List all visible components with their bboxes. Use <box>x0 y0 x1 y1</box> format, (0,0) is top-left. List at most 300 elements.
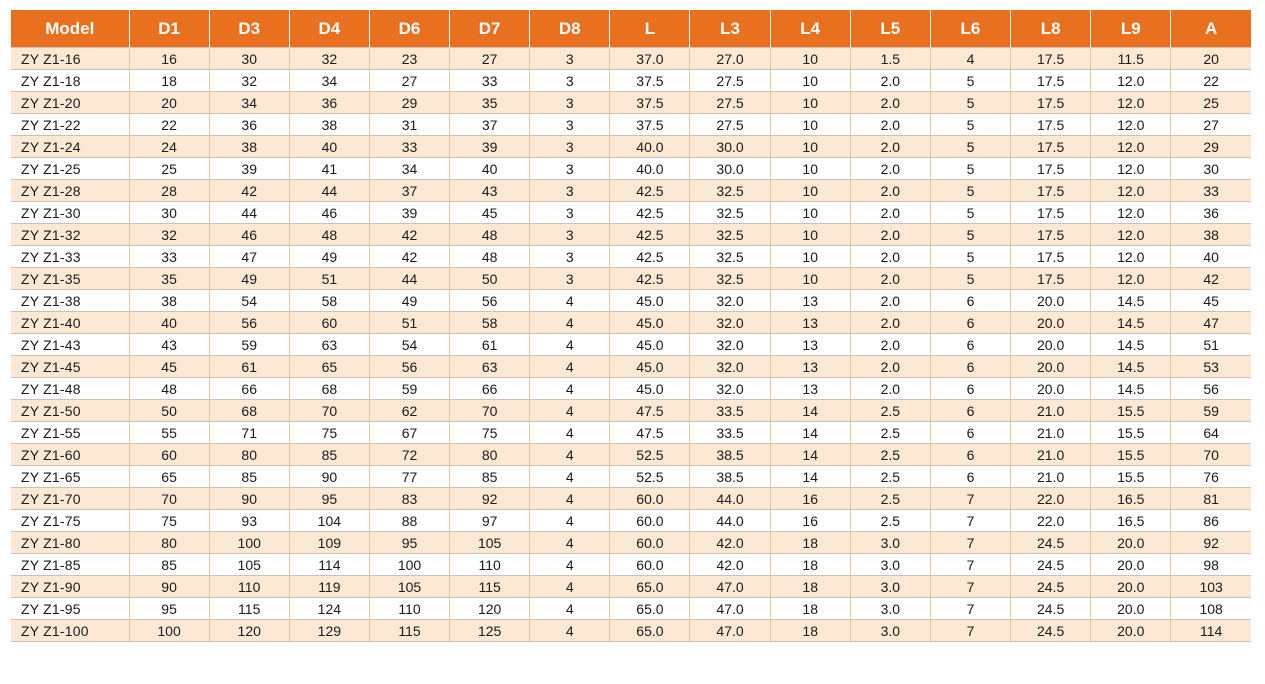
value-cell: 71 <box>209 422 289 444</box>
value-cell: 86 <box>1171 510 1251 532</box>
value-cell: 12.0 <box>1091 70 1171 92</box>
value-cell: 5 <box>930 224 1010 246</box>
value-cell: 14.5 <box>1091 290 1171 312</box>
value-cell: 42.5 <box>610 202 690 224</box>
table-row <box>11 290 1251 312</box>
column-header-d4: D4 <box>289 10 369 48</box>
value-cell: 83 <box>369 488 449 510</box>
value-cell: 18 <box>770 532 850 554</box>
value-cell: 35 <box>129 268 209 290</box>
value-cell: 80 <box>209 444 289 466</box>
value-cell: 5 <box>930 136 1010 158</box>
value-cell: 10 <box>770 202 850 224</box>
value-cell: 4 <box>530 598 610 620</box>
value-cell: 40 <box>129 312 209 334</box>
model-cell: ZY Z1-22 <box>11 114 129 136</box>
value-cell: 17.5 <box>1011 158 1091 180</box>
value-cell: 44.0 <box>690 510 770 532</box>
value-cell: 32.5 <box>690 180 770 202</box>
value-cell: 1.5 <box>850 48 930 70</box>
value-cell: 97 <box>450 510 530 532</box>
value-cell: 49 <box>369 290 449 312</box>
value-cell: 20 <box>129 92 209 114</box>
table-row <box>11 268 1251 290</box>
value-cell: 5 <box>930 114 1010 136</box>
value-cell: 15.5 <box>1091 422 1171 444</box>
value-cell: 3 <box>530 114 610 136</box>
value-cell: 70 <box>289 400 369 422</box>
column-header-d1: D1 <box>129 10 209 48</box>
value-cell: 27 <box>1171 114 1251 136</box>
value-cell: 6 <box>930 378 1010 400</box>
value-cell: 2.5 <box>850 510 930 532</box>
value-cell: 76 <box>1171 466 1251 488</box>
value-cell: 40.0 <box>610 136 690 158</box>
value-cell: 38 <box>129 290 209 312</box>
value-cell: 52.5 <box>610 444 690 466</box>
value-cell: 39 <box>450 136 530 158</box>
value-cell: 4 <box>530 466 610 488</box>
value-cell: 13 <box>770 356 850 378</box>
value-cell: 72 <box>369 444 449 466</box>
value-cell: 7 <box>930 620 1010 642</box>
value-cell: 47 <box>1171 312 1251 334</box>
value-cell: 95 <box>129 598 209 620</box>
value-cell: 27.5 <box>690 70 770 92</box>
table-row <box>11 598 1251 620</box>
value-cell: 41 <box>289 158 369 180</box>
value-cell: 29 <box>1171 136 1251 158</box>
value-cell: 60 <box>129 444 209 466</box>
value-cell: 27 <box>369 70 449 92</box>
table-row <box>11 246 1251 268</box>
value-cell: 42 <box>369 224 449 246</box>
value-cell: 20.0 <box>1011 312 1091 334</box>
value-cell: 66 <box>209 378 289 400</box>
value-cell: 2.0 <box>850 70 930 92</box>
value-cell: 16 <box>770 488 850 510</box>
value-cell: 70 <box>129 488 209 510</box>
value-cell: 2.0 <box>850 246 930 268</box>
value-cell: 40 <box>1171 246 1251 268</box>
value-cell: 20 <box>1171 48 1251 70</box>
value-cell: 4 <box>530 444 610 466</box>
value-cell: 95 <box>369 532 449 554</box>
value-cell: 12.0 <box>1091 202 1171 224</box>
value-cell: 85 <box>450 466 530 488</box>
value-cell: 2.0 <box>850 202 930 224</box>
value-cell: 51 <box>369 312 449 334</box>
value-cell: 24 <box>129 136 209 158</box>
value-cell: 49 <box>209 268 289 290</box>
value-cell: 16.5 <box>1091 488 1171 510</box>
value-cell: 60 <box>289 312 369 334</box>
value-cell: 104 <box>289 510 369 532</box>
value-cell: 42 <box>369 246 449 268</box>
value-cell: 33 <box>1171 180 1251 202</box>
value-cell: 22 <box>129 114 209 136</box>
value-cell: 32.0 <box>690 290 770 312</box>
value-cell: 70 <box>450 400 530 422</box>
value-cell: 10 <box>770 70 850 92</box>
value-cell: 46 <box>289 202 369 224</box>
value-cell: 98 <box>1171 554 1251 576</box>
value-cell: 120 <box>209 620 289 642</box>
model-cell: ZY Z1-16 <box>11 48 129 70</box>
value-cell: 33.5 <box>690 400 770 422</box>
value-cell: 44 <box>209 202 289 224</box>
value-cell: 2.0 <box>850 114 930 136</box>
value-cell: 68 <box>289 378 369 400</box>
value-cell: 2.5 <box>850 444 930 466</box>
value-cell: 109 <box>289 532 369 554</box>
value-cell: 20.0 <box>1011 334 1091 356</box>
value-cell: 115 <box>209 598 289 620</box>
column-header-model: Model <box>11 10 129 48</box>
value-cell: 20.0 <box>1011 378 1091 400</box>
model-cell: ZY Z1-75 <box>11 510 129 532</box>
value-cell: 37 <box>369 180 449 202</box>
value-cell: 3.0 <box>850 598 930 620</box>
value-cell: 70 <box>1171 444 1251 466</box>
value-cell: 37.5 <box>610 114 690 136</box>
value-cell: 5 <box>930 92 1010 114</box>
value-cell: 47.0 <box>690 598 770 620</box>
value-cell: 16 <box>129 48 209 70</box>
value-cell: 13 <box>770 290 850 312</box>
value-cell: 45.0 <box>610 334 690 356</box>
value-cell: 32.0 <box>690 378 770 400</box>
value-cell: 2.0 <box>850 268 930 290</box>
value-cell: 38 <box>1171 224 1251 246</box>
value-cell: 6 <box>930 290 1010 312</box>
value-cell: 3 <box>530 48 610 70</box>
value-cell: 32.5 <box>690 268 770 290</box>
value-cell: 4 <box>530 488 610 510</box>
value-cell: 63 <box>450 356 530 378</box>
table-row <box>11 532 1251 554</box>
model-cell: ZY Z1-80 <box>11 532 129 554</box>
value-cell: 46 <box>209 224 289 246</box>
value-cell: 10 <box>770 158 850 180</box>
value-cell: 14 <box>770 444 850 466</box>
column-header-a: A <box>1171 10 1251 48</box>
value-cell: 44 <box>289 180 369 202</box>
value-cell: 40.0 <box>610 158 690 180</box>
value-cell: 24.5 <box>1011 620 1091 642</box>
value-cell: 90 <box>209 488 289 510</box>
table-row <box>11 400 1251 422</box>
value-cell: 6 <box>930 312 1010 334</box>
value-cell: 93 <box>209 510 289 532</box>
value-cell: 38 <box>209 136 289 158</box>
value-cell: 65 <box>129 466 209 488</box>
value-cell: 27.0 <box>690 48 770 70</box>
header-row <box>11 10 1251 48</box>
value-cell: 58 <box>450 312 530 334</box>
value-cell: 56 <box>369 356 449 378</box>
value-cell: 6 <box>930 334 1010 356</box>
value-cell: 110 <box>369 598 449 620</box>
table-row <box>11 466 1251 488</box>
value-cell: 75 <box>450 422 530 444</box>
value-cell: 27.5 <box>690 114 770 136</box>
value-cell: 36 <box>209 114 289 136</box>
value-cell: 64 <box>1171 422 1251 444</box>
value-cell: 3 <box>530 224 610 246</box>
value-cell: 16.5 <box>1091 510 1171 532</box>
value-cell: 39 <box>209 158 289 180</box>
value-cell: 110 <box>450 554 530 576</box>
value-cell: 4 <box>530 312 610 334</box>
value-cell: 42 <box>1171 268 1251 290</box>
value-cell: 100 <box>369 554 449 576</box>
value-cell: 81 <box>1171 488 1251 510</box>
value-cell: 24.5 <box>1011 554 1091 576</box>
value-cell: 17.5 <box>1011 70 1091 92</box>
value-cell: 27 <box>450 48 530 70</box>
value-cell: 38.5 <box>690 444 770 466</box>
value-cell: 53 <box>1171 356 1251 378</box>
value-cell: 50 <box>450 268 530 290</box>
column-header-d3: D3 <box>209 10 289 48</box>
value-cell: 48 <box>450 224 530 246</box>
value-cell: 10 <box>770 92 850 114</box>
value-cell: 37 <box>450 114 530 136</box>
value-cell: 48 <box>450 246 530 268</box>
value-cell: 65.0 <box>610 620 690 642</box>
value-cell: 20.0 <box>1011 290 1091 312</box>
value-cell: 42.0 <box>690 554 770 576</box>
value-cell: 7 <box>930 598 1010 620</box>
value-cell: 13 <box>770 378 850 400</box>
value-cell: 2.5 <box>850 422 930 444</box>
column-header-l4: L4 <box>770 10 850 48</box>
value-cell: 67 <box>369 422 449 444</box>
value-cell: 33.5 <box>690 422 770 444</box>
model-cell: ZY Z1-24 <box>11 136 129 158</box>
value-cell: 45.0 <box>610 312 690 334</box>
model-cell: ZY Z1-60 <box>11 444 129 466</box>
table-row <box>11 422 1251 444</box>
value-cell: 38.5 <box>690 466 770 488</box>
column-header-l8: L8 <box>1011 10 1091 48</box>
value-cell: 17.5 <box>1011 48 1091 70</box>
value-cell: 3.0 <box>850 620 930 642</box>
value-cell: 32 <box>129 224 209 246</box>
value-cell: 43 <box>129 334 209 356</box>
table-row <box>11 334 1251 356</box>
value-cell: 17.5 <box>1011 180 1091 202</box>
model-cell: ZY Z1-55 <box>11 422 129 444</box>
value-cell: 14.5 <box>1091 334 1171 356</box>
value-cell: 60.0 <box>610 554 690 576</box>
value-cell: 92 <box>1171 532 1251 554</box>
value-cell: 2.0 <box>850 290 930 312</box>
value-cell: 62 <box>369 400 449 422</box>
value-cell: 2.0 <box>850 378 930 400</box>
value-cell: 12.0 <box>1091 158 1171 180</box>
value-cell: 25 <box>1171 92 1251 114</box>
value-cell: 61 <box>209 356 289 378</box>
value-cell: 14 <box>770 400 850 422</box>
table-row <box>11 554 1251 576</box>
value-cell: 65 <box>289 356 369 378</box>
value-cell: 34 <box>289 70 369 92</box>
value-cell: 2.0 <box>850 312 930 334</box>
value-cell: 12.0 <box>1091 224 1171 246</box>
value-cell: 50 <box>129 400 209 422</box>
value-cell: 4 <box>530 378 610 400</box>
value-cell: 42 <box>209 180 289 202</box>
value-cell: 120 <box>450 598 530 620</box>
value-cell: 47.5 <box>610 422 690 444</box>
value-cell: 90 <box>289 466 369 488</box>
column-header-l: L <box>610 10 690 48</box>
value-cell: 5 <box>930 180 1010 202</box>
value-cell: 2.0 <box>850 356 930 378</box>
value-cell: 47.0 <box>690 576 770 598</box>
model-cell: ZY Z1-25 <box>11 158 129 180</box>
value-cell: 34 <box>369 158 449 180</box>
table-row <box>11 48 1251 70</box>
value-cell: 3.0 <box>850 532 930 554</box>
model-cell: ZY Z1-43 <box>11 334 129 356</box>
value-cell: 21.0 <box>1011 466 1091 488</box>
value-cell: 47.5 <box>610 400 690 422</box>
value-cell: 30 <box>129 202 209 224</box>
value-cell: 14.5 <box>1091 312 1171 334</box>
value-cell: 3 <box>530 268 610 290</box>
value-cell: 3.0 <box>850 576 930 598</box>
value-cell: 10 <box>770 180 850 202</box>
value-cell: 37.0 <box>610 48 690 70</box>
value-cell: 14 <box>770 466 850 488</box>
value-cell: 44.0 <box>690 488 770 510</box>
value-cell: 4 <box>930 48 1010 70</box>
value-cell: 14 <box>770 422 850 444</box>
value-cell: 44 <box>369 268 449 290</box>
value-cell: 6 <box>930 400 1010 422</box>
value-cell: 80 <box>129 532 209 554</box>
value-cell: 85 <box>129 554 209 576</box>
value-cell: 24.5 <box>1011 598 1091 620</box>
model-cell: ZY Z1-33 <box>11 246 129 268</box>
value-cell: 3.0 <box>850 554 930 576</box>
value-cell: 40 <box>289 136 369 158</box>
value-cell: 27.5 <box>690 92 770 114</box>
value-cell: 56 <box>209 312 289 334</box>
model-cell: ZY Z1-18 <box>11 70 129 92</box>
value-cell: 2.0 <box>850 158 930 180</box>
value-cell: 49 <box>289 246 369 268</box>
value-cell: 103 <box>1171 576 1251 598</box>
value-cell: 32.0 <box>690 356 770 378</box>
value-cell: 38 <box>289 114 369 136</box>
value-cell: 39 <box>369 202 449 224</box>
value-cell: 32.5 <box>690 224 770 246</box>
value-cell: 12.0 <box>1091 92 1171 114</box>
value-cell: 42.5 <box>610 268 690 290</box>
value-cell: 115 <box>450 576 530 598</box>
value-cell: 10 <box>770 48 850 70</box>
value-cell: 21.0 <box>1011 444 1091 466</box>
value-cell: 32.5 <box>690 202 770 224</box>
value-cell: 20.0 <box>1091 554 1171 576</box>
value-cell: 25 <box>129 158 209 180</box>
value-cell: 105 <box>450 532 530 554</box>
table-row <box>11 312 1251 334</box>
value-cell: 30.0 <box>690 136 770 158</box>
value-cell: 7 <box>930 488 1010 510</box>
value-cell: 2.0 <box>850 334 930 356</box>
value-cell: 105 <box>369 576 449 598</box>
value-cell: 21.0 <box>1011 400 1091 422</box>
value-cell: 20.0 <box>1091 576 1171 598</box>
value-cell: 18 <box>770 576 850 598</box>
value-cell: 45.0 <box>610 290 690 312</box>
value-cell: 58 <box>289 290 369 312</box>
value-cell: 60.0 <box>610 510 690 532</box>
value-cell: 15.5 <box>1091 466 1171 488</box>
value-cell: 4 <box>530 554 610 576</box>
value-cell: 11.5 <box>1091 48 1171 70</box>
value-cell: 4 <box>530 422 610 444</box>
model-cell: ZY Z1-20 <box>11 92 129 114</box>
value-cell: 15.5 <box>1091 444 1171 466</box>
value-cell: 59 <box>1171 400 1251 422</box>
table-body <box>11 48 1251 642</box>
value-cell: 34 <box>209 92 289 114</box>
value-cell: 42.5 <box>610 246 690 268</box>
value-cell: 45 <box>450 202 530 224</box>
value-cell: 75 <box>289 422 369 444</box>
value-cell: 114 <box>1171 620 1251 642</box>
spec-table <box>11 10 1251 642</box>
value-cell: 5 <box>930 158 1010 180</box>
value-cell: 6 <box>930 444 1010 466</box>
value-cell: 22.0 <box>1011 510 1091 532</box>
value-cell: 45.0 <box>610 356 690 378</box>
value-cell: 85 <box>209 466 289 488</box>
value-cell: 60.0 <box>610 488 690 510</box>
value-cell: 13 <box>770 334 850 356</box>
table-header <box>11 10 1251 48</box>
value-cell: 45.0 <box>610 378 690 400</box>
value-cell: 3 <box>530 92 610 114</box>
model-cell: ZY Z1-95 <box>11 598 129 620</box>
table-row <box>11 510 1251 532</box>
table-row <box>11 378 1251 400</box>
value-cell: 4 <box>530 576 610 598</box>
value-cell: 31 <box>369 114 449 136</box>
value-cell: 32 <box>289 48 369 70</box>
value-cell: 22 <box>1171 70 1251 92</box>
value-cell: 7 <box>930 510 1010 532</box>
value-cell: 35 <box>450 92 530 114</box>
table-row <box>11 356 1251 378</box>
value-cell: 17.5 <box>1011 92 1091 114</box>
value-cell: 7 <box>930 576 1010 598</box>
value-cell: 2.0 <box>850 224 930 246</box>
value-cell: 2.0 <box>850 180 930 202</box>
value-cell: 4 <box>530 400 610 422</box>
value-cell: 32.0 <box>690 334 770 356</box>
value-cell: 2.5 <box>850 400 930 422</box>
value-cell: 18 <box>770 598 850 620</box>
value-cell: 36 <box>289 92 369 114</box>
value-cell: 22.0 <box>1011 488 1091 510</box>
